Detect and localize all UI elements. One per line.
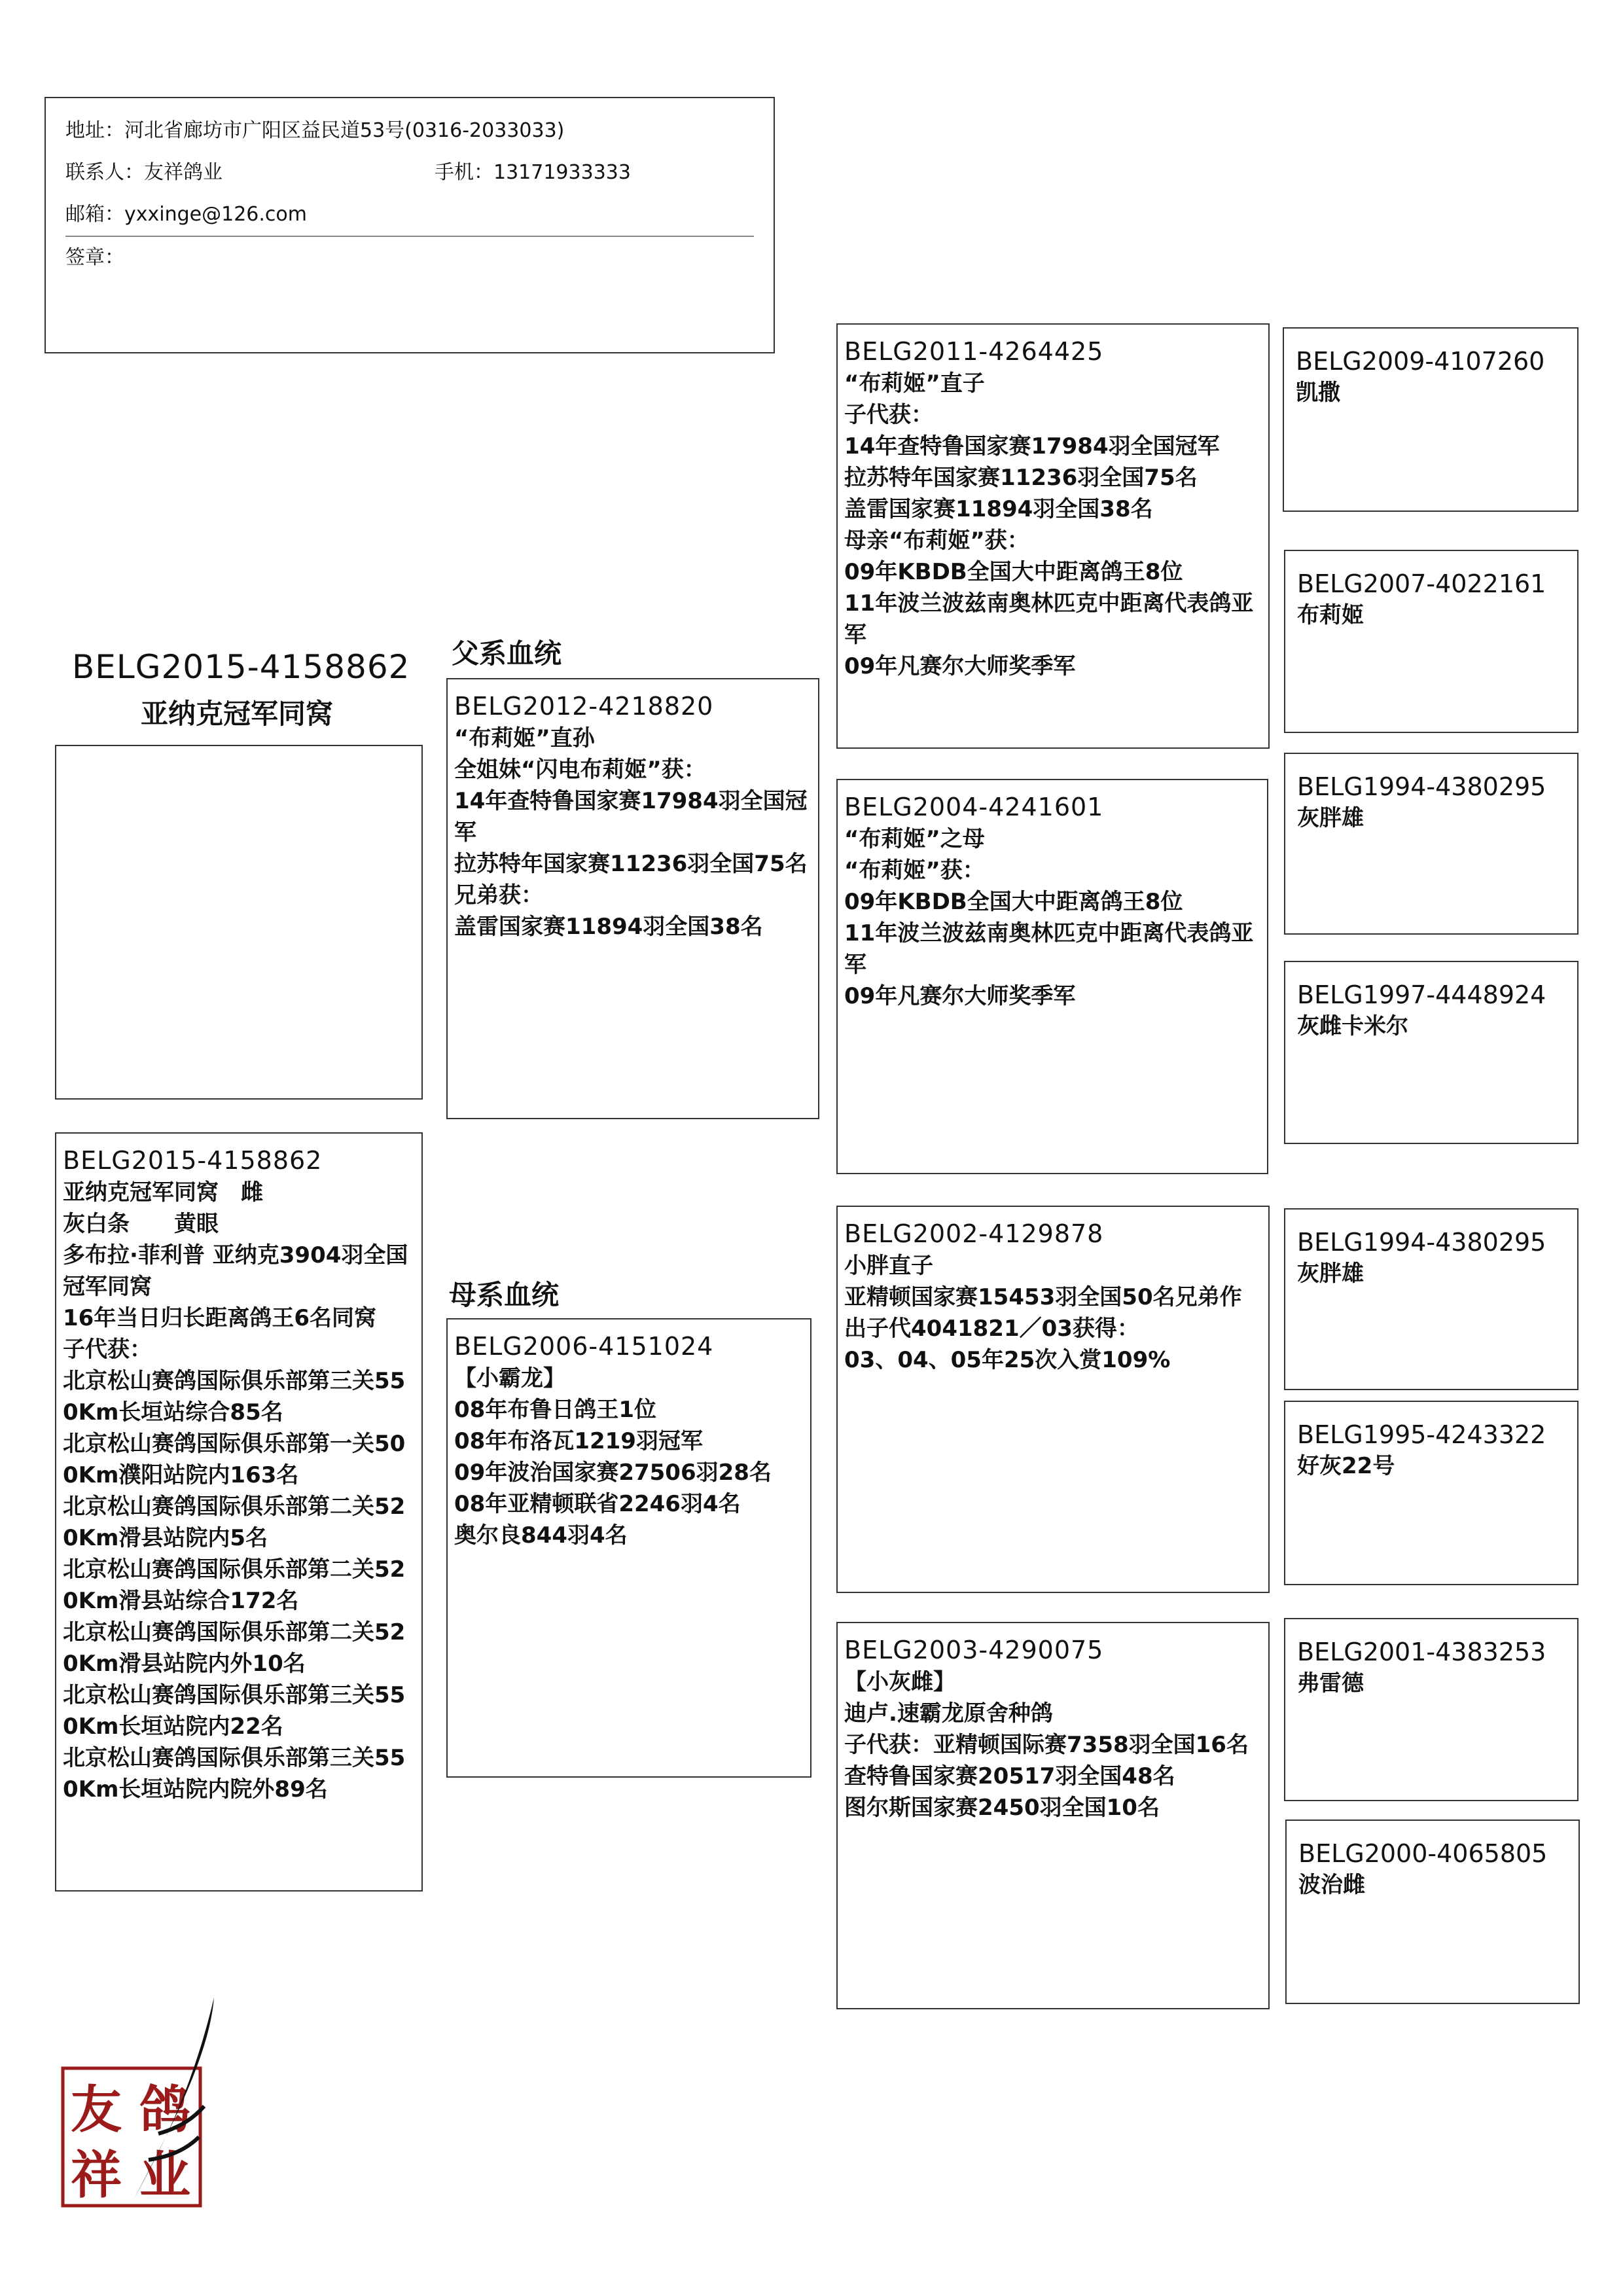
pigeon-photo-frame [55,745,423,1100]
dam-dam-box [836,1622,1270,2009]
ggp-ring: BELG1994-4380295 [1297,772,1546,801]
ggp-name: 弗雷德 [1297,1670,1364,1696]
ggp-ring: BELG2009-4107260 [1296,347,1545,376]
contact-person: 联系人：友祥鸽业 [65,161,223,184]
seal-char: 祥 [70,2145,122,2205]
pedigree-line: 盖雷国家赛11894羽全国38名 [454,914,763,940]
pedigree-line: 多布拉·菲利普 亚纳克3904羽全国冠军同窝 [63,1242,408,1300]
ggp-ring: BELG2001-4383253 [1297,1638,1546,1666]
pedigree-line: 母亲“布莉姬”获： [844,528,1029,554]
sire-dam-lines [844,823,1260,1012]
sire-dam-ring: BELG2004-4241601 [844,793,1104,821]
pedigree-line: 09年凡赛尔大师奖季军 [844,653,1076,679]
ggp-ring: BELG2000-4065805 [1298,1839,1548,1868]
seal-char: 友 [70,2080,122,2140]
pigeon-subtitle: 亚纳克冠军同窝 [141,698,334,730]
pedigree-line: 14年查特鲁国家赛17984羽全国冠军 [844,433,1220,459]
ggp-box-4 [1284,961,1578,1144]
pedigree-line: 08年布鲁日鸽王1位 [454,1397,656,1423]
pigeon-ring-title: BELG2015-4158862 [72,648,410,686]
contact-block [45,97,775,353]
ggp-ring: BELG1994-4380295 [1297,1228,1546,1257]
pedigree-line: 拉苏特年国家赛11236羽全国75名 [844,465,1198,491]
signature-line: 签章： [65,246,124,269]
pedigree-line: 16年当日归长距离鸽王6名同窝 [63,1305,376,1331]
paternal-label: 父系血统 [452,637,562,670]
pedigree-line: 北京松山赛鸽国际俱乐部第一关500Km濮阳站院内163名 [63,1431,406,1488]
pedigree-line: 子代获： [844,402,933,428]
pedigree-line: 11年波兰波兹南奥林匹克中距离代表鸽亚军 [844,590,1254,648]
sire-sire-box [836,323,1270,749]
email-line: 邮箱：yxxinge@126.com [65,194,754,237]
pedigree-line: 08年亚精顿联省2246羽4名 [454,1491,741,1517]
pedigree-line: 灰白条 黄眼 [63,1211,219,1237]
pedigree-line: 09年KBDB全国大中距离鸽王8位 [844,889,1183,915]
ggp-name: 好灰22号 [1297,1453,1395,1479]
pedigree-line: 北京松山赛鸽国际俱乐部第二关520Km滑县站院内5名 [63,1494,406,1551]
pedigree-line: 拉苏特年国家赛11236羽全国75名 [454,851,808,877]
pedigree-line: “布莉姬”获： [844,857,985,884]
ggp-ring: BELG1995-4243322 [1297,1420,1546,1449]
pedigree-line: 图尔斯国家赛2450羽全国10名 [844,1795,1160,1821]
pedigree-line: 北京松山赛鸽国际俱乐部第三关550Km长垣站综合85名 [63,1368,406,1426]
ggp-name: 凯撒 [1296,380,1340,406]
seal-char: 鸽 [139,2080,191,2140]
pedigree-line: 11年波兰波兹南奥林匹克中距离代表鸽亚军 [844,920,1254,978]
dam-dam-ring: BELG2003-4290075 [844,1636,1104,1664]
subject-lines [63,1177,415,1805]
pedigree-line: 盖雷国家赛11894羽全国38名 [844,496,1153,522]
pedigree-line: 奥尔良844羽4名 [454,1522,628,1549]
contact-row [65,152,754,194]
ggp-box-7 [1284,1618,1578,1801]
pedigree-line: 北京松山赛鸽国际俱乐部第三关550Km长垣站院内22名 [63,1682,406,1740]
ggp-name: 布莉姬 [1297,602,1364,628]
pedigree-line: 03、04、05年25次入赏109% [844,1347,1171,1373]
pedigree-line: 全姐妹“闪电布莉姬”获： [454,757,706,783]
dam-dam-lines [844,1666,1262,1823]
dam-box [446,1318,812,1778]
pedigree-line: 兄弟获： [454,882,543,908]
pedigree-line: 子代获：亚精顿国际赛7358羽全国16名 [844,1732,1249,1758]
dam-ring: BELG2006-4151024 [454,1332,714,1361]
pedigree-line: 北京松山赛鸽国际俱乐部第三关550Km长垣站院内院外89名 [63,1745,406,1803]
pedigree-line: 14年查特鲁国家赛17984羽全国冠军 [454,788,808,846]
pedigree-line: 08年布洛瓦1219羽冠军 [454,1428,703,1454]
pedigree-line: “布莉姬”直子 [844,370,985,397]
sire-sire-lines [844,368,1262,682]
ggp-box-3 [1284,753,1578,935]
pedigree-line: “布莉姬”直孙 [454,725,595,751]
ggp-box-2 [1284,550,1578,733]
pedigree-line: “布莉姬”之母 [844,826,985,852]
ggp-name: 波治雌 [1298,1872,1365,1898]
ggp-box-6 [1284,1401,1578,1585]
dam-sire-ring: BELG2002-4129878 [844,1219,1104,1248]
pedigree-line: 查特鲁国家赛20517羽全国48名 [844,1763,1175,1789]
ggp-ring: BELG2007-4022161 [1297,569,1546,598]
pedigree-line: 迪卢.速霸龙原舍种鸽 [844,1700,1053,1727]
pedigree-line: 亚纳克冠军同窝 雌 [63,1179,263,1206]
sire-sire-ring: BELG2011-4264425 [844,337,1104,366]
pedigree-line: 09年凡赛尔大师奖季军 [844,983,1076,1009]
address-line: 地址：河北省廊坊市广阳区益民道53号(0316-2033033) [65,119,565,142]
dam-lines [454,1363,804,1551]
ggp-box-8 [1285,1820,1580,2004]
pedigree-line: 09年波治国家赛27506羽28名 [454,1460,772,1486]
pedigree-line: 09年KBDB全国大中距离鸽王8位 [844,559,1183,585]
ggp-ring: BELG1997-4448924 [1297,980,1546,1009]
subject-pedigree-box [55,1132,423,1892]
maternal-label: 母系血统 [449,1279,560,1311]
dam-sire-lines [844,1250,1262,1376]
company-seal-logo [60,1996,217,2212]
pedigree-line: 北京松山赛鸽国际俱乐部第二关520Km滑县站院内外10名 [63,1619,406,1677]
subject-ring: BELG2015-4158862 [63,1146,323,1175]
ggp-box-5 [1284,1208,1578,1390]
pedigree-line: 【小灰雌】 [844,1669,955,1695]
pedigree-line: 小胖直子 [844,1253,933,1279]
pedigree-line: 【小霸龙】 [454,1365,565,1391]
seal-char: 业 [139,2145,191,2205]
pedigree-line: 北京松山赛鸽国际俱乐部第二关520Km滑县站综合172名 [63,1556,406,1614]
sire-lines [454,723,812,942]
ggp-box-1 [1283,327,1578,512]
sire-ring: BELG2012-4218820 [454,692,714,721]
sire-box [446,678,819,1119]
sire-dam-box [836,779,1268,1174]
ggp-name: 灰胖雄 [1297,1261,1364,1287]
ggp-name: 灰胖雄 [1297,805,1364,831]
ggp-name: 灰雌卡米尔 [1297,1013,1408,1039]
pedigree-line: 亚精顿国家赛15453羽全国50名兄弟作出子代4041821／03获得： [844,1284,1242,1342]
pedigree-line: 子代获： [63,1336,152,1363]
dam-sire-box [836,1206,1270,1593]
phone-number: 手机：13171933333 [435,161,631,184]
